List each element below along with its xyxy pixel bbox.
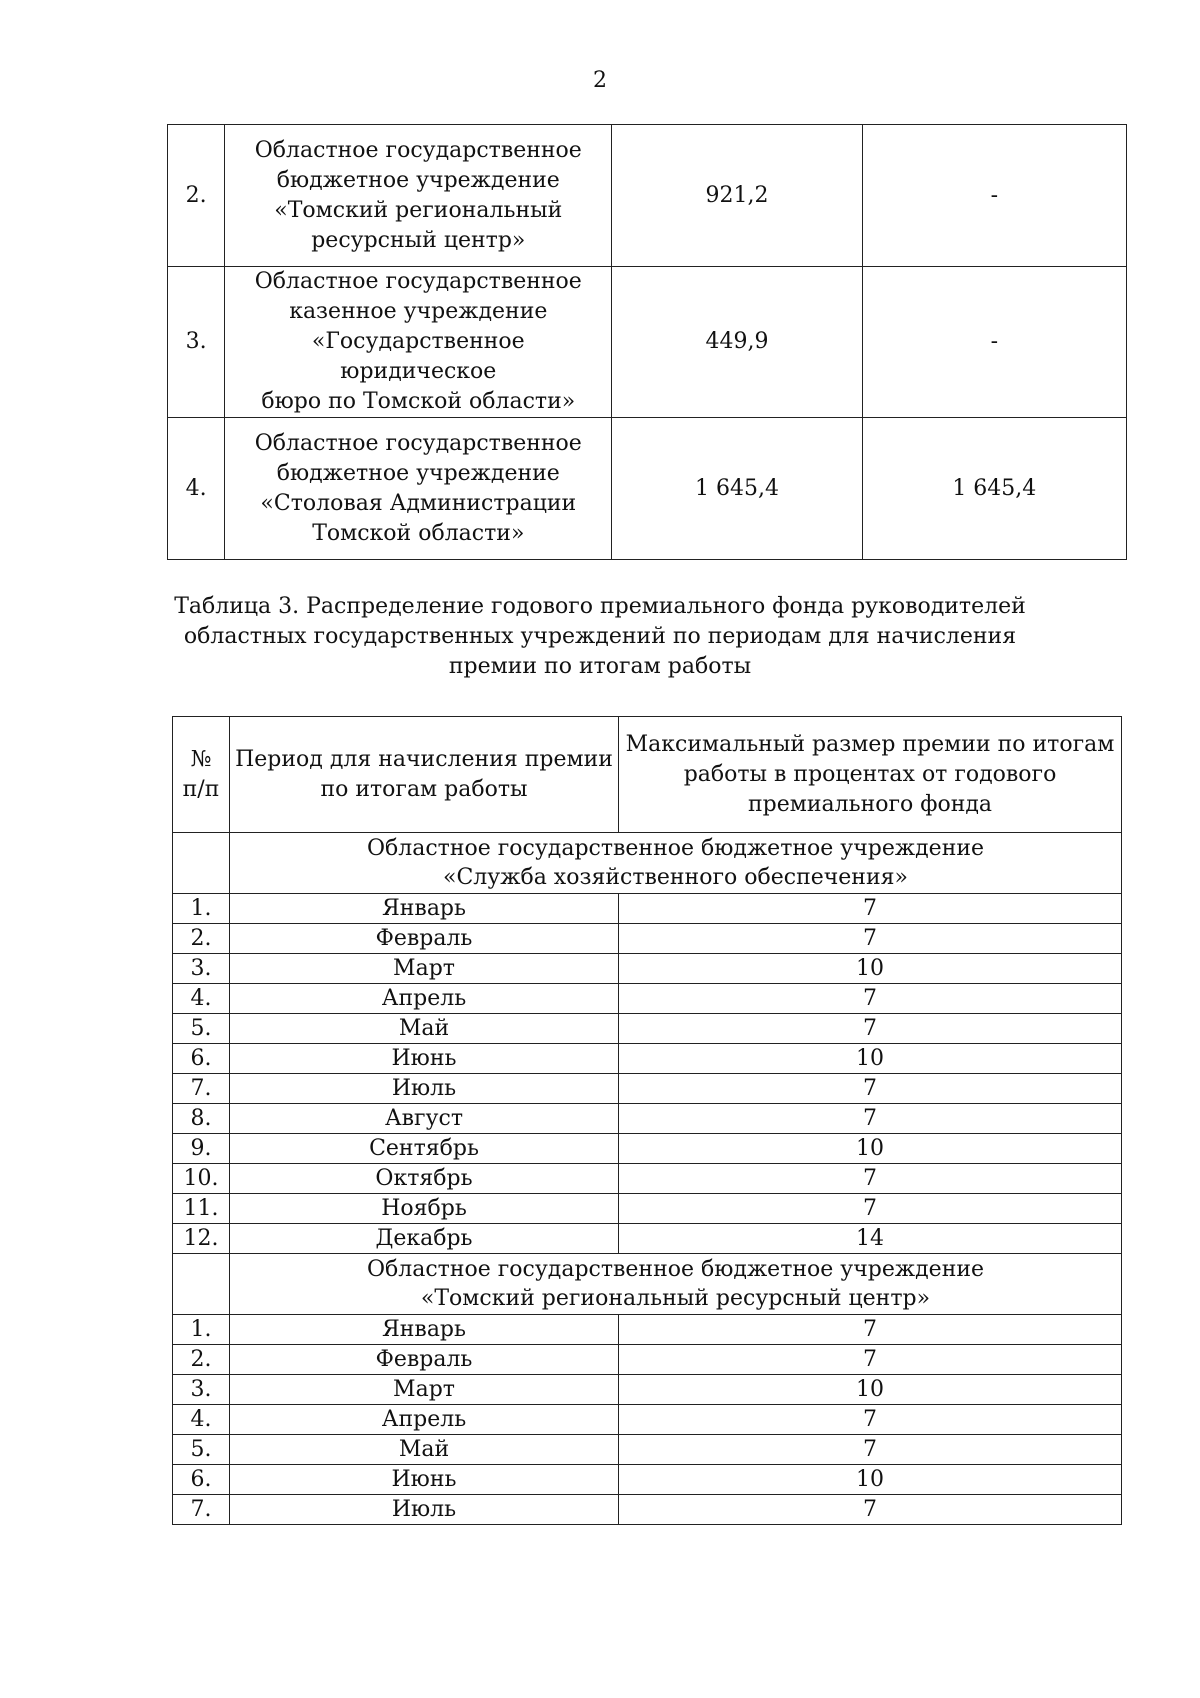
- row-number: 6.: [173, 1465, 230, 1495]
- row-number: 1.: [173, 894, 230, 924]
- page-number: 2: [593, 68, 607, 93]
- period-cell: Август: [230, 1104, 619, 1134]
- percent-cell: 7: [619, 1315, 1122, 1345]
- organization-row: [173, 1254, 1122, 1315]
- period-cell: Февраль: [230, 1345, 619, 1375]
- percent-cell: 7: [619, 1405, 1122, 1435]
- table-row: [173, 1104, 1122, 1134]
- row-number: 2.: [173, 924, 230, 954]
- table-row: [173, 924, 1122, 954]
- amount-value: 921,2: [612, 125, 862, 267]
- table-3-caption: [0, 592, 1200, 682]
- header-line: Период для начисления премии: [235, 746, 613, 772]
- amount-value: 1 645,4: [612, 418, 862, 560]
- organization-row: [173, 833, 1122, 894]
- table-row: [173, 894, 1122, 924]
- row-number: 1.: [173, 1315, 230, 1345]
- row-number: 5.: [173, 1435, 230, 1465]
- period-cell: Июнь: [230, 1044, 619, 1074]
- table-body: [173, 833, 1122, 1525]
- row-number: 2.: [168, 125, 225, 267]
- organization-name-line: Областное государственное бюджетное учреждение: [366, 836, 985, 861]
- period-cell: Июнь: [230, 1465, 619, 1495]
- header-line: Максимальный размер премии по итогам: [625, 731, 1115, 757]
- table-row: [173, 1164, 1122, 1194]
- table-row: [173, 1465, 1122, 1495]
- table-row: [173, 1435, 1122, 1465]
- row-number: 4.: [173, 1405, 230, 1435]
- row-number: 7.: [173, 1074, 230, 1104]
- table-row: [173, 1315, 1122, 1345]
- percent-cell: 7: [619, 984, 1122, 1014]
- amount-value: 449,9: [612, 267, 862, 418]
- period-cell: Апрель: [230, 1405, 619, 1435]
- caption-line: областных государственных учреждений по периодам для начисления: [183, 624, 1017, 649]
- header-line: №: [190, 746, 212, 772]
- institution-name: [225, 418, 612, 560]
- period-cell: Март: [230, 954, 619, 984]
- header-line: работы в процентах от годового: [683, 761, 1057, 787]
- table-row: [173, 1495, 1122, 1525]
- period-cell: Январь: [230, 894, 619, 924]
- table-row: [173, 1375, 1122, 1405]
- name-line: Областное государственное: [254, 430, 582, 456]
- table-row: [173, 1044, 1122, 1074]
- table-row: [173, 954, 1122, 984]
- percent-cell: 7: [619, 924, 1122, 954]
- amount-value-2: -: [862, 125, 1126, 267]
- row-number: 7.: [173, 1495, 230, 1525]
- row-number: 8.: [173, 1104, 230, 1134]
- caption-line: премии по итогам работы: [448, 654, 752, 679]
- amount-value-2: -: [862, 267, 1126, 418]
- period-cell: Июль: [230, 1495, 619, 1525]
- premium-distribution-table: [172, 716, 1122, 1525]
- percent-cell: 10: [619, 1375, 1122, 1405]
- period-cell: Июль: [230, 1074, 619, 1104]
- header-max-premium: [619, 717, 1122, 833]
- percent-cell: 7: [619, 1104, 1122, 1134]
- percent-cell: 7: [619, 1164, 1122, 1194]
- table-row: [173, 1345, 1122, 1375]
- row-number: 4.: [168, 418, 225, 560]
- period-cell: Октябрь: [230, 1164, 619, 1194]
- table-header: [173, 717, 1122, 833]
- percent-cell: 7: [619, 1014, 1122, 1044]
- percent-cell: 14: [619, 1224, 1122, 1254]
- name-line: Областное государственное: [254, 137, 582, 163]
- empty-cell: [173, 1254, 230, 1315]
- amount-value-2: 1 645,4: [862, 418, 1126, 560]
- row-number: 3.: [168, 267, 225, 418]
- name-line: Томской области»: [312, 520, 525, 546]
- table-row: [173, 1134, 1122, 1164]
- row-number: 3.: [173, 954, 230, 984]
- header-number: [173, 717, 230, 833]
- header-line: премиального фонда: [747, 791, 993, 817]
- table-row: [168, 267, 1127, 418]
- name-line: ресурсный центр»: [311, 227, 526, 253]
- period-cell: Апрель: [230, 984, 619, 1014]
- row-number: 3.: [173, 1375, 230, 1405]
- period-cell: Март: [230, 1375, 619, 1405]
- percent-cell: 7: [619, 1345, 1122, 1375]
- table-row: [173, 1074, 1122, 1104]
- percent-cell: 7: [619, 1435, 1122, 1465]
- institution-name: [225, 125, 612, 267]
- row-number: 6.: [173, 1044, 230, 1074]
- funding-table-continued: [167, 124, 1127, 560]
- name-line: бюро по Томской области»: [261, 389, 576, 414]
- header-line: по итогам работы: [320, 776, 528, 802]
- organization-name-line: «Томский региональный ресурсный центр»: [420, 1286, 931, 1311]
- table-row: [173, 1224, 1122, 1254]
- period-cell: Май: [230, 1435, 619, 1465]
- name-line: «Столовая Администрации: [260, 490, 577, 516]
- table-row: [168, 418, 1127, 560]
- row-number: 4.: [173, 984, 230, 1014]
- period-cell: Май: [230, 1014, 619, 1044]
- empty-cell: [173, 833, 230, 894]
- percent-cell: 10: [619, 1465, 1122, 1495]
- caption-line: Таблица 3. Распределение годового премиального фонда руководителей: [174, 594, 1026, 619]
- percent-cell: 7: [619, 1194, 1122, 1224]
- period-cell: Декабрь: [230, 1224, 619, 1254]
- period-cell: Ноябрь: [230, 1194, 619, 1224]
- row-number: 2.: [173, 1345, 230, 1375]
- table-row: [173, 1194, 1122, 1224]
- institution-name: [225, 267, 612, 418]
- row-number: 10.: [173, 1164, 230, 1194]
- organization-name: [230, 1254, 1122, 1315]
- organization-name-line: «Служба хозяйственного обеспечения»: [443, 865, 908, 890]
- name-line: казенное учреждение: [289, 299, 548, 324]
- row-number: 12.: [173, 1224, 230, 1254]
- percent-cell: 7: [619, 1495, 1122, 1525]
- row-number: 5.: [173, 1014, 230, 1044]
- table-row: [168, 125, 1127, 267]
- name-line: бюджетное учреждение: [276, 460, 560, 486]
- table-row: [173, 984, 1122, 1014]
- table-row: [173, 1014, 1122, 1044]
- period-cell: Сентябрь: [230, 1134, 619, 1164]
- organization-name-line: Областное государственное бюджетное учреждение: [366, 1257, 985, 1282]
- percent-cell: 10: [619, 954, 1122, 984]
- percent-cell: 7: [619, 894, 1122, 924]
- name-line: Областное государственное: [254, 269, 582, 294]
- header-period: [230, 717, 619, 833]
- period-cell: Январь: [230, 1315, 619, 1345]
- organization-name: [230, 833, 1122, 894]
- name-line: «Государственное юридическое: [311, 329, 525, 384]
- percent-cell: 10: [619, 1044, 1122, 1074]
- table-row: [173, 1405, 1122, 1435]
- name-line: «Томский региональный: [274, 197, 563, 223]
- header-line: п/п: [182, 776, 220, 802]
- percent-cell: 10: [619, 1134, 1122, 1164]
- row-number: 9.: [173, 1134, 230, 1164]
- row-number: 11.: [173, 1194, 230, 1224]
- period-cell: Февраль: [230, 924, 619, 954]
- percent-cell: 7: [619, 1074, 1122, 1104]
- name-line: бюджетное учреждение: [276, 167, 560, 193]
